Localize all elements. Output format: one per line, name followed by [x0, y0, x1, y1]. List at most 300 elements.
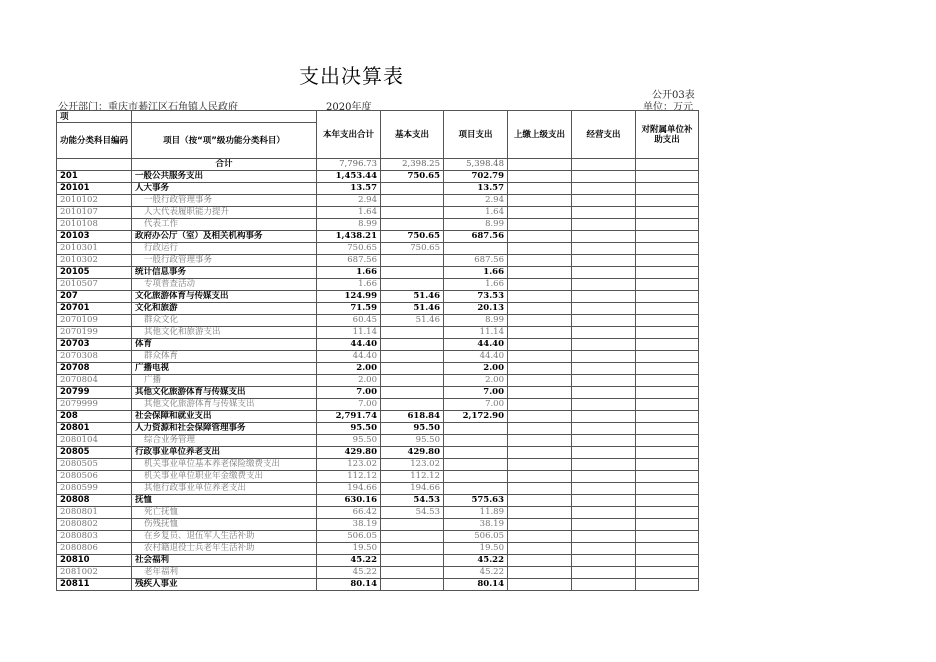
name-cell: 体育 [132, 339, 317, 351]
subsidy-cell [636, 351, 699, 363]
name-cell: 群众体育 [132, 351, 317, 363]
business-cell [572, 567, 636, 579]
subsidy-cell [636, 327, 699, 339]
total-cell: 19.50 [317, 543, 381, 555]
business-cell [572, 231, 636, 243]
total-cell: 429.80 [317, 447, 381, 459]
project-cell: 687.56 [444, 231, 508, 243]
upper-cell [508, 567, 572, 579]
name-cell: 统计信息事务 [132, 267, 317, 279]
business-cell [572, 387, 636, 399]
upper-cell [508, 543, 572, 555]
subsidy-cell [636, 543, 699, 555]
code-cell: 2080104 [57, 435, 132, 447]
project-cell [444, 459, 508, 471]
subsidy-cell [636, 207, 699, 219]
code-cell: 20101 [57, 183, 132, 195]
project-cell: 506.05 [444, 531, 508, 543]
upper-cell [508, 291, 572, 303]
business-cell [572, 447, 636, 459]
name-cell: 人力资源和社会保障管理事务 [132, 423, 317, 435]
code-cell: 2070308 [57, 351, 132, 363]
subsidy-cell [636, 363, 699, 375]
subsidy-cell [636, 219, 699, 231]
name-cell: 残疾人事业 [132, 579, 317, 591]
upper-cell [508, 507, 572, 519]
total-cell: 7.00 [317, 387, 381, 399]
table-row [57, 315, 699, 327]
table-row [57, 471, 699, 483]
total-cell: 44.40 [317, 351, 381, 363]
table-row [57, 423, 699, 435]
basic-cell [381, 375, 444, 387]
basic-cell: 95.50 [381, 423, 444, 435]
subsidy-cell [636, 315, 699, 327]
code-cell: 208 [57, 411, 132, 423]
name-cell: 行政事业单位养老支出 [132, 447, 317, 459]
basic-cell: 95.50 [381, 435, 444, 447]
table-row [57, 519, 699, 531]
total-cell: 45.22 [317, 555, 381, 567]
subsidy-cell [636, 471, 699, 483]
business-cell [572, 315, 636, 327]
header-xiang: 项 [57, 111, 132, 123]
table-row [57, 459, 699, 471]
project-cell: 44.40 [444, 339, 508, 351]
table-body [57, 111, 699, 591]
basic-cell: 750.65 [381, 243, 444, 255]
basic-cell: 54.53 [381, 507, 444, 519]
name-cell: 合计 [132, 159, 317, 171]
subsidy-cell [636, 387, 699, 399]
business-cell [572, 339, 636, 351]
basic-cell [381, 399, 444, 411]
subsidy-cell [636, 183, 699, 195]
upper-cell [508, 519, 572, 531]
business-cell [572, 207, 636, 219]
basic-cell [381, 555, 444, 567]
subsidy-cell [636, 567, 699, 579]
name-cell: 文化和旅游 [132, 303, 317, 315]
name-cell: 其他文化和旅游支出 [132, 327, 317, 339]
upper-cell [508, 411, 572, 423]
code-cell: 201 [57, 171, 132, 183]
upper-cell [508, 315, 572, 327]
table-row [57, 447, 699, 459]
subsidy-cell [636, 255, 699, 267]
total-cell: 124.99 [317, 291, 381, 303]
total-cell: 11.14 [317, 327, 381, 339]
form-code: 公开03表 [652, 90, 695, 101]
business-cell [572, 519, 636, 531]
upper-cell [508, 327, 572, 339]
basic-cell [381, 531, 444, 543]
name-cell: 行政运行 [132, 243, 317, 255]
header-business: 经营支出 [572, 111, 636, 159]
header-basic: 基本支出 [381, 111, 444, 159]
subsidy-cell [636, 159, 699, 171]
upper-cell [508, 339, 572, 351]
basic-cell: 2,398.25 [381, 159, 444, 171]
basic-cell: 750.65 [381, 171, 444, 183]
upper-cell [508, 159, 572, 171]
subsidy-cell [636, 243, 699, 255]
business-cell [572, 243, 636, 255]
table-row [57, 195, 699, 207]
business-cell [572, 435, 636, 447]
total-cell: 71.59 [317, 303, 381, 315]
project-cell [444, 423, 508, 435]
header-total: 本年支出合计 [317, 111, 381, 159]
total-cell: 2.94 [317, 195, 381, 207]
subsidy-cell [636, 495, 699, 507]
basic-cell [381, 327, 444, 339]
table-row [57, 555, 699, 567]
code-cell: 2010108 [57, 219, 132, 231]
upper-cell [508, 423, 572, 435]
upper-cell [508, 483, 572, 495]
basic-cell [381, 267, 444, 279]
upper-cell [508, 531, 572, 543]
table-row [57, 399, 699, 411]
project-cell: 7.00 [444, 399, 508, 411]
upper-cell [508, 231, 572, 243]
table-row [57, 543, 699, 555]
table-row [57, 267, 699, 279]
name-cell: 人大事务 [132, 183, 317, 195]
business-cell [572, 171, 636, 183]
project-cell: 45.22 [444, 555, 508, 567]
code-cell: 20801 [57, 423, 132, 435]
total-cell: 1,438.21 [317, 231, 381, 243]
upper-cell [508, 195, 572, 207]
basic-cell [381, 387, 444, 399]
project-cell [444, 435, 508, 447]
total-cell: 66.42 [317, 507, 381, 519]
business-cell [572, 555, 636, 567]
total-cell: 1.66 [317, 279, 381, 291]
subsidy-cell [636, 279, 699, 291]
subsidy-cell [636, 339, 699, 351]
basic-cell: 51.46 [381, 303, 444, 315]
upper-cell [508, 399, 572, 411]
name-cell: 广播 [132, 375, 317, 387]
project-cell [444, 243, 508, 255]
name-cell: 专项普查活动 [132, 279, 317, 291]
basic-cell [381, 219, 444, 231]
table-row [57, 531, 699, 543]
upper-cell [508, 495, 572, 507]
code-cell: 207 [57, 291, 132, 303]
table-row [57, 327, 699, 339]
basic-cell: 750.65 [381, 231, 444, 243]
name-cell: 社会保障和就业支出 [132, 411, 317, 423]
total-cell: 8.99 [317, 219, 381, 231]
project-cell: 5,398.48 [444, 159, 508, 171]
subsidy-cell [636, 231, 699, 243]
total-cell: 95.50 [317, 423, 381, 435]
basic-cell: 54.53 [381, 495, 444, 507]
business-cell [572, 411, 636, 423]
project-cell: 44.40 [444, 351, 508, 363]
upper-cell [508, 207, 572, 219]
subsidy-cell [636, 195, 699, 207]
name-cell: 农村籍退役士兵老年生活补助 [132, 543, 317, 555]
total-cell: 1.64 [317, 207, 381, 219]
table-row [57, 507, 699, 519]
table-row [57, 495, 699, 507]
code-cell: 20103 [57, 231, 132, 243]
name-cell: 一般行政管理事务 [132, 195, 317, 207]
business-cell [572, 471, 636, 483]
name-cell: 抚恤 [132, 495, 317, 507]
header-code: 功能分类科目编码 [57, 123, 132, 159]
subsidy-cell [636, 435, 699, 447]
basic-cell [381, 519, 444, 531]
total-cell: 7.00 [317, 399, 381, 411]
table-row [57, 159, 699, 171]
code-cell: 20805 [57, 447, 132, 459]
expenditure-table [56, 110, 699, 591]
code-cell: 20799 [57, 387, 132, 399]
business-cell [572, 183, 636, 195]
header-subsidy: 对附属单位补助支出 [636, 111, 699, 159]
project-cell: 1.66 [444, 267, 508, 279]
project-cell: 80.14 [444, 579, 508, 591]
code-cell: 20810 [57, 555, 132, 567]
subsidy-cell [636, 447, 699, 459]
project-cell: 575.63 [444, 495, 508, 507]
business-cell [572, 363, 636, 375]
business-cell [572, 507, 636, 519]
basic-cell [381, 279, 444, 291]
header-row-top [57, 111, 699, 123]
table-row [57, 339, 699, 351]
code-cell: 2010302 [57, 255, 132, 267]
code-cell: 20811 [57, 579, 132, 591]
name-cell: 一般行政管理事务 [132, 255, 317, 267]
project-cell: 1.66 [444, 279, 508, 291]
name-cell: 广播电视 [132, 363, 317, 375]
basic-cell [381, 183, 444, 195]
name-cell: 其他文化旅游体育与传媒支出 [132, 399, 317, 411]
subsidy-cell [636, 375, 699, 387]
project-cell: 19.50 [444, 543, 508, 555]
total-cell: 123.02 [317, 459, 381, 471]
total-cell: 60.45 [317, 315, 381, 327]
total-cell: 7,796.73 [317, 159, 381, 171]
code-cell: 2080505 [57, 459, 132, 471]
upper-cell [508, 375, 572, 387]
unit-label: 单位：万元 [643, 102, 693, 113]
business-cell [572, 423, 636, 435]
upper-cell [508, 303, 572, 315]
business-cell [572, 267, 636, 279]
total-cell: 2,791.74 [317, 411, 381, 423]
basic-cell: 51.46 [381, 315, 444, 327]
business-cell [572, 195, 636, 207]
total-cell: 1.66 [317, 267, 381, 279]
code-cell: 2070199 [57, 327, 132, 339]
upper-cell [508, 387, 572, 399]
total-cell: 194.66 [317, 483, 381, 495]
upper-cell [508, 171, 572, 183]
basic-cell: 429.80 [381, 447, 444, 459]
basic-cell: 194.66 [381, 483, 444, 495]
name-cell: 其他行政事业单位养老支出 [132, 483, 317, 495]
project-cell: 13.57 [444, 183, 508, 195]
code-cell [57, 159, 132, 171]
project-cell: 73.53 [444, 291, 508, 303]
project-cell: 2.94 [444, 195, 508, 207]
total-cell: 112.12 [317, 471, 381, 483]
business-cell [572, 579, 636, 591]
subsidy-cell [636, 423, 699, 435]
subsidy-cell [636, 531, 699, 543]
code-cell: 2010102 [57, 195, 132, 207]
business-cell [572, 543, 636, 555]
project-cell: 2,172.90 [444, 411, 508, 423]
project-cell: 2.00 [444, 363, 508, 375]
subsidy-cell [636, 483, 699, 495]
table-row [57, 207, 699, 219]
code-cell: 2010301 [57, 243, 132, 255]
business-cell [572, 495, 636, 507]
table-row [57, 183, 699, 195]
code-cell: 2080802 [57, 519, 132, 531]
code-cell: 2080803 [57, 531, 132, 543]
basic-cell [381, 339, 444, 351]
upper-cell [508, 255, 572, 267]
project-cell [444, 471, 508, 483]
table-row [57, 483, 699, 495]
basic-cell [381, 543, 444, 555]
table-row [57, 303, 699, 315]
name-cell: 人大代表履职能力提升 [132, 207, 317, 219]
total-cell: 2.00 [317, 375, 381, 387]
basic-cell: 123.02 [381, 459, 444, 471]
business-cell [572, 255, 636, 267]
upper-cell [508, 579, 572, 591]
subsidy-cell [636, 303, 699, 315]
basic-cell: 112.12 [381, 471, 444, 483]
code-cell: 2070804 [57, 375, 132, 387]
total-cell: 44.40 [317, 339, 381, 351]
name-cell: 群众文化 [132, 315, 317, 327]
project-cell: 702.79 [444, 171, 508, 183]
table-row [57, 243, 699, 255]
name-cell: 伤残抚恤 [132, 519, 317, 531]
upper-cell [508, 555, 572, 567]
subsidy-cell [636, 519, 699, 531]
table-row [57, 411, 699, 423]
code-cell: 2081002 [57, 567, 132, 579]
subsidy-cell [636, 171, 699, 183]
total-cell: 1,453.44 [317, 171, 381, 183]
basic-cell [381, 351, 444, 363]
business-cell [572, 399, 636, 411]
code-cell: 2080599 [57, 483, 132, 495]
total-cell: 13.57 [317, 183, 381, 195]
code-cell: 2080806 [57, 543, 132, 555]
table-row [57, 351, 699, 363]
name-cell: 代表工作 [132, 219, 317, 231]
code-cell: 2070109 [57, 315, 132, 327]
subsidy-cell [636, 267, 699, 279]
project-cell: 11.89 [444, 507, 508, 519]
code-cell: 20105 [57, 267, 132, 279]
total-cell: 750.65 [317, 243, 381, 255]
project-cell: 1.64 [444, 207, 508, 219]
basic-cell [381, 255, 444, 267]
upper-cell [508, 243, 572, 255]
business-cell [572, 279, 636, 291]
basic-cell [381, 579, 444, 591]
total-cell: 687.56 [317, 255, 381, 267]
project-cell: 38.19 [444, 519, 508, 531]
table-row [57, 363, 699, 375]
project-cell: 8.99 [444, 315, 508, 327]
project-cell: 2.00 [444, 375, 508, 387]
fiscal-year: 2020年度 [326, 102, 372, 113]
header-blank [132, 111, 317, 123]
table-row [57, 171, 699, 183]
table-row [57, 375, 699, 387]
project-cell: 45.22 [444, 567, 508, 579]
code-cell: 20808 [57, 495, 132, 507]
total-cell: 38.19 [317, 519, 381, 531]
subsidy-cell [636, 399, 699, 411]
total-cell: 2.00 [317, 363, 381, 375]
subsidy-cell [636, 291, 699, 303]
project-cell [444, 447, 508, 459]
table-row [57, 579, 699, 591]
table-row [57, 231, 699, 243]
upper-cell [508, 447, 572, 459]
business-cell [572, 375, 636, 387]
upper-cell [508, 279, 572, 291]
basic-cell: 618.84 [381, 411, 444, 423]
business-cell [572, 159, 636, 171]
upper-cell [508, 351, 572, 363]
code-cell: 2010507 [57, 279, 132, 291]
total-cell: 45.22 [317, 567, 381, 579]
code-cell: 20701 [57, 303, 132, 315]
upper-cell [508, 471, 572, 483]
code-cell: 2080801 [57, 507, 132, 519]
business-cell [572, 303, 636, 315]
upper-cell [508, 459, 572, 471]
total-cell: 95.50 [317, 435, 381, 447]
business-cell [572, 459, 636, 471]
name-cell: 在乡复员、退伍军人生活补助 [132, 531, 317, 543]
basic-cell [381, 363, 444, 375]
subsidy-cell [636, 507, 699, 519]
basic-cell [381, 567, 444, 579]
table-row [57, 387, 699, 399]
name-cell: 一般公共服务支出 [132, 171, 317, 183]
name-cell: 机关事业单位基本养老保险缴费支出 [132, 459, 317, 471]
subsidy-cell [636, 555, 699, 567]
name-cell: 机关事业单位职业年金缴费支出 [132, 471, 317, 483]
name-cell: 死亡抚恤 [132, 507, 317, 519]
table-row [57, 279, 699, 291]
total-cell: 630.16 [317, 495, 381, 507]
name-cell: 社会福利 [132, 555, 317, 567]
total-cell: 80.14 [317, 579, 381, 591]
code-cell: 2010107 [57, 207, 132, 219]
table-row [57, 567, 699, 579]
